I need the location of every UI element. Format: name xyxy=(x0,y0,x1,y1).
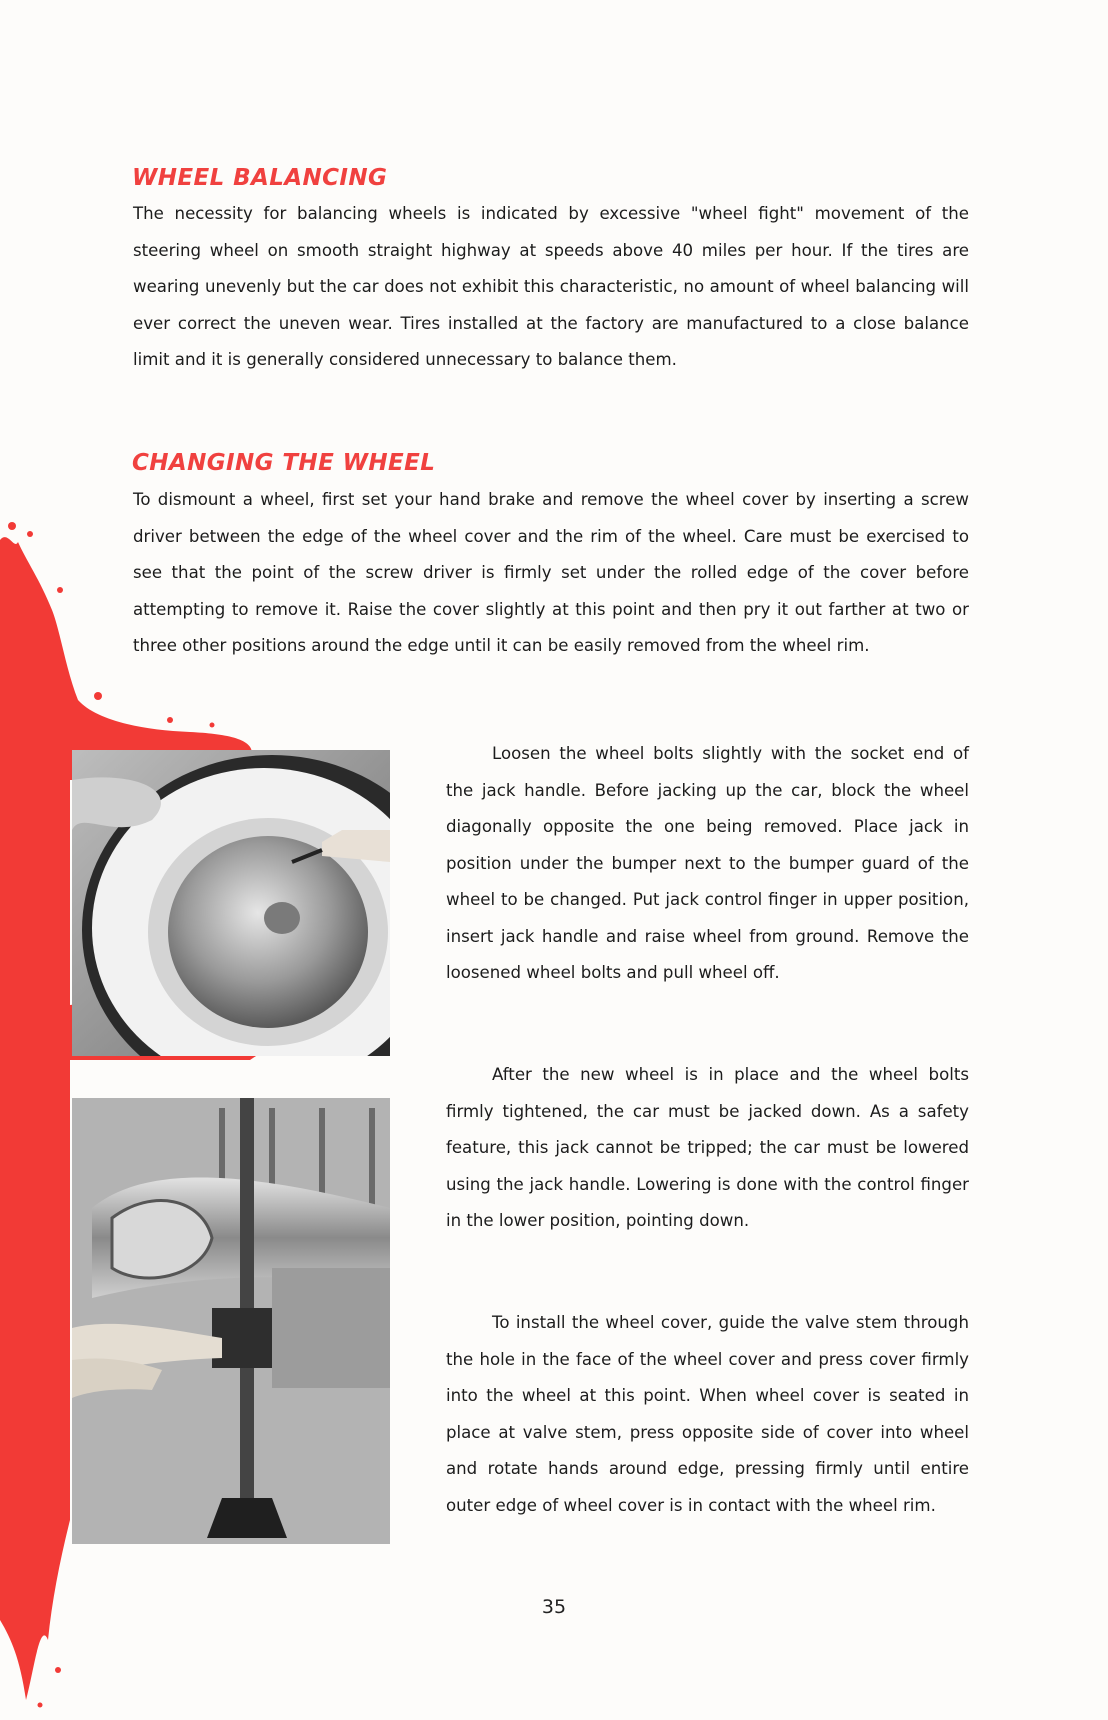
wheel-balancing-paragraph: The necessity for balancing wheels is indicated by excessive "wheel fight" movement of the steering wheel on smooth straight highway at speeds above 40 miles per hour. If the tires are wearing unevenly but the car does not exhibit this characteristic, no amount of wheel balancing will ever correct the uneven wear. Tires installed at the factory are manufactured to a close balance limit and it is generally considered unnecessary to balance them. xyxy=(133,204,969,369)
changing-wheel-intro-paragraph: To dismount a wheel, first set your hand brake and remove the wheel cover by inserting a screw driver between the edge of the wheel cover and the rim of the wheel. Care must be exercised to see that the point of the screw driver is firmly set under the rolled edge of the cover before attempting to remove it. Raise the cover slightly at this point and then pry it out farther at two or three other positions around the edge until it can be easily removed from the wheel rim. xyxy=(133,490,969,655)
install-wheel-cover-paragraph: To install the wheel cover, guide the valve stem through the hole in the face of the wheel cover and press cover firmly into the wheel at this point. When wheel cover is seated in place at valve stem, press opposite side of cover into wheel and rotate hands around edge, pressing firmly until entire outer edge of wheel cover is in contact with the wheel rim. xyxy=(446,1313,969,1515)
wheel-cover-removal-photo xyxy=(72,750,390,1056)
bumper-jack-photo xyxy=(72,1098,390,1544)
changing-the-wheel-heading: CHANGING THE WHEEL xyxy=(132,450,436,476)
jack-down-paragraph: After the new wheel is in place and the wheel bolts firmly tightened, the car must be jacked down. As a safety feature, this jack cannot be tripped; the car must be lowered using the jack handle. Lowering is done with the control finger in the lower position, pointing down. xyxy=(446,1065,969,1230)
loosen-wheel-bolts-paragraph: Loosen the wheel bolts slightly with the socket end of the jack handle. Before jacking up the car, block the wheel diagonally opposite the one being removed. Place jack in position under the bumper next to the bumper guard of the wheel to be changed. Put jack control finger in upper position, insert jack handle and raise wheel from ground. Remove the loosened wheel bolts and pull wheel off. xyxy=(446,744,969,982)
wheel-balancing-heading: WHEEL BALANCING xyxy=(132,165,388,191)
page-number: 35 xyxy=(541,1596,567,1618)
